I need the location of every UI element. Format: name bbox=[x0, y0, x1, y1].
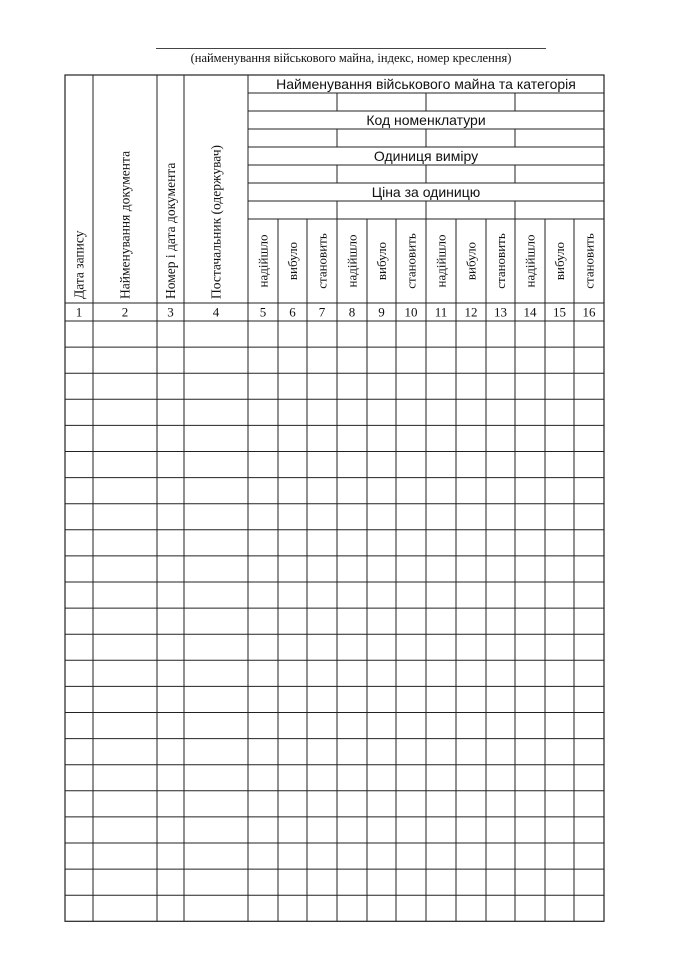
column-number-15: 15 bbox=[553, 304, 566, 320]
column-number-2: 2 bbox=[121, 304, 129, 320]
column-number-11: 11 bbox=[434, 304, 448, 320]
sub-column-header-8: вибуло bbox=[463, 241, 479, 281]
column-number-9: 9 bbox=[378, 304, 385, 320]
sub-column-header-7: надійшло bbox=[433, 234, 449, 288]
column-number-7: 7 bbox=[318, 304, 326, 320]
column-number-12: 12 bbox=[464, 304, 478, 320]
left-column-header-2: Найменування документа bbox=[117, 150, 133, 299]
sub-column-header-2: вибуло bbox=[285, 241, 300, 281]
sub-column-header-5: вибуло bbox=[374, 241, 389, 281]
sub-column-header-9: становить bbox=[493, 233, 508, 289]
sub-column-header-10: надійшло bbox=[522, 234, 538, 288]
sub-column-header-6: становить bbox=[403, 233, 419, 289]
column-number-8: 8 bbox=[348, 304, 356, 320]
left-column-header-1: Дата запису bbox=[71, 230, 87, 299]
table-border bbox=[65, 75, 604, 921]
column-number-14: 14 bbox=[523, 304, 537, 320]
sub-column-header-1: надійшло bbox=[255, 234, 271, 288]
group-header-2: Код номенклатури bbox=[366, 112, 486, 128]
column-number-16: 16 bbox=[582, 304, 596, 320]
sub-column-header-12: становить bbox=[581, 233, 597, 289]
group-header-1: Найменування військового майна та категорія bbox=[276, 76, 576, 92]
column-number-5: 5 bbox=[259, 304, 267, 320]
left-column-header-4: Постачальник (одержувач) bbox=[208, 145, 224, 299]
column-number-4: 4 bbox=[212, 304, 220, 320]
left-column-header-3: Номер і дата документа bbox=[163, 162, 178, 299]
sub-column-header-11: вибуло bbox=[552, 241, 567, 281]
column-number-1: 1 bbox=[75, 304, 83, 320]
column-number-6: 6 bbox=[289, 304, 296, 320]
group-header-3: Одиниця виміру bbox=[373, 148, 479, 164]
column-number-10: 10 bbox=[404, 304, 418, 320]
column-number-13: 13 bbox=[494, 304, 507, 320]
sub-column-header-4: надійшло bbox=[344, 234, 360, 288]
group-header-4: Ціна за одиницю bbox=[371, 184, 481, 200]
column-number-3: 3 bbox=[167, 304, 174, 320]
sub-column-header-3: становить bbox=[314, 233, 330, 289]
item-name-caption: (найменування військового майна, індекс, номер креслення) bbox=[190, 51, 512, 65]
